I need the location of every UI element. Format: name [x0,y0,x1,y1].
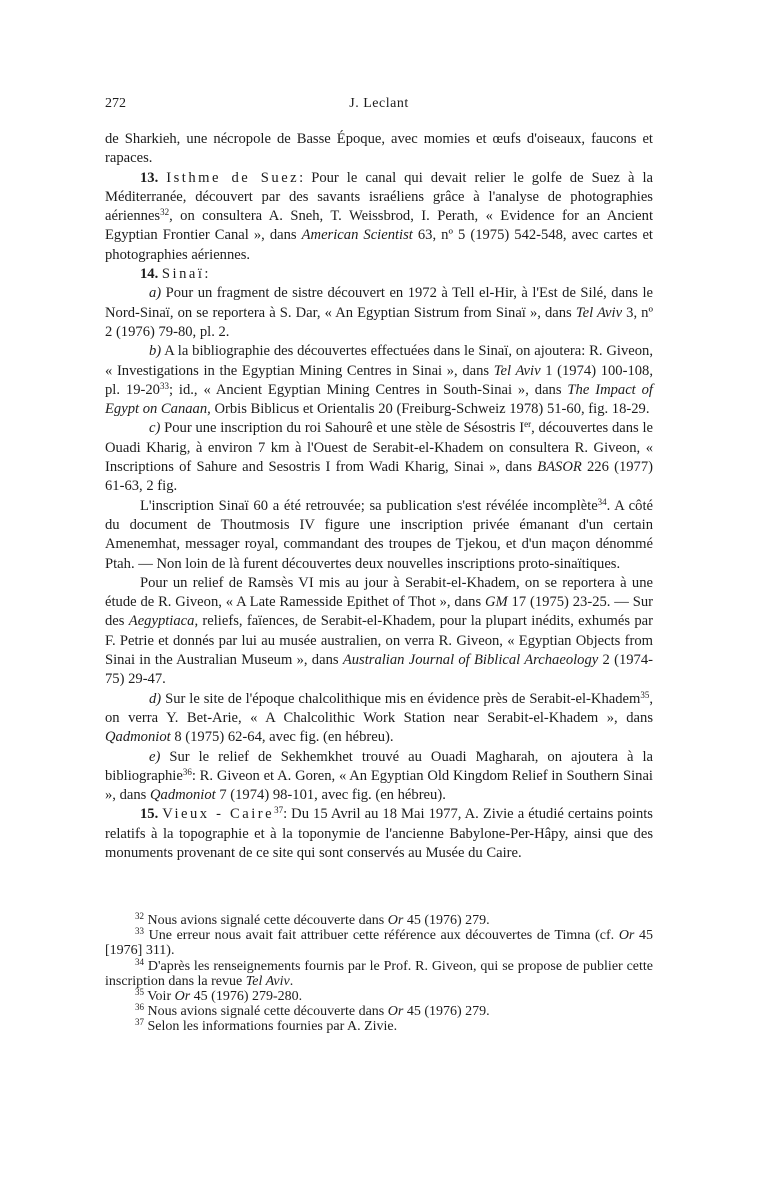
paragraph-c [105,419,653,496]
footnote-number: 37 [135,1017,144,1028]
paragraph-text: 226 (1977) 61-63, 2 fig. [105,459,653,495]
paragraph-text: Pour une inscription du roi Sahourê et une stèle de Sésostris I [160,420,525,437]
footnotes [105,913,653,1035]
paragraph-text: Pour un fragment de sistre découvert en 1972 à Tell el-Hir, à l'Est de Silé, dans le Nord-Sinaï, on se reportera à S. Dar, « An Egyptian Sistrum from Sinaï », dans [105,285,653,321]
footnote-34 [105,956,653,989]
paragraph-e [105,748,653,806]
section-text: : Du 15 Avril au 18 Mai 1977, A. Zivie a étudié certains points relatifs à la topographie et à la toponymie de l'ancienne Babylone-Per-Hâpy, ainsi que des monuments provenant de ce site qui sont conservés au Musée du Caire. [105,806,653,861]
section-15 [105,805,653,863]
footnote-32 [105,913,653,928]
footnote-33 [105,928,653,958]
footnote-number: 33 [135,926,144,937]
paragraph-sinai-60 [105,497,653,574]
footnote-text: 45 (1976) 279. [403,1004,490,1020]
book-title: The Impact of Egypt on Canaan [105,381,653,418]
item-label: b) [149,343,162,360]
paragraph-text: Sur le relief de Sekhemkhet trouvé au Ouadi Magharah, on ajoutera à la bibliographie [105,748,653,784]
footnote-text: Nous avions signalé cette découverte dans [144,913,388,928]
footnote-text: . [289,973,294,989]
paragraph-text: L'inscription Sinaï 60 a été retrouvée; sa publication s'est révélée incomplète [140,497,598,514]
paragraph-text: , reliefs, faïences, de Serabit-el-Khadem, pour la plupart inédits, exhumés par F. Petrie et donnés par lui au musée australien, on verra R. Giveon, « Egyptian Objects from Sinai in the Australian Museum », dans [105,613,653,669]
journal-title: BASOR [537,459,582,476]
running-head: J. Leclant [349,96,409,111]
footnote-ref: 35 [640,689,650,700]
section-text: : [204,266,209,283]
footnote-ref: 32 [160,207,170,218]
journal-title: Tel Aviv [575,304,623,321]
paragraph-text: 1 (1974) 100-108, pl. 19-20 [105,362,653,398]
footnote-text: Voir [144,989,175,1005]
journal-title: Qadmoniot [150,787,216,804]
footnote-37 [105,1019,653,1034]
paragraph-text: 8 (1975) 62-64, avec fig. (en hébreu). [170,729,394,746]
journal-title: GM [485,594,508,611]
section-number: 14. [140,266,159,283]
footnote-number: 34 [135,956,144,967]
section-14-heading [105,265,653,284]
footnote-36 [105,1004,653,1019]
paragraph-text: , on verra Y. Bet-Arie, « A Chalcolithic Work Station near Serabit-el-Khadem », dans [105,690,653,726]
footnote-text: 45 (1976) 279. [403,913,490,928]
page-header [105,96,653,116]
item-label: c) [149,420,161,437]
paragraph-text: : R. Giveon et A. Goren, « An Egyptian Old Kingdom Relief in Southern Sinai », dans [105,767,653,804]
footnote-number: 36 [135,1002,144,1013]
footnote-ref: 33 [159,380,169,391]
paragraph-text: 2 (1974-75) 29-47. [105,652,653,688]
paragraph-text: Sur le site de l'époque chalcolithique mis en évidence près de Serabit-el-Khadem [161,690,641,707]
paragraph-text: A la bibliographie des découvertes effectuées dans le Sinaï, on ajoutera: R. Giveon, « Investigations in the Egyptian Mining Centres in Sinai », dans [105,343,653,379]
term: Aegyptiaca [128,613,195,630]
footnote-35 [105,989,653,1004]
paragraph-text: . A côté du document de Thoutmosis IV figure une inscription privée émanant d'un certain Amenemhat, messager royal, commandant des troupes de Tjekou, et d'un maçon dénommé Ptah. — Non loin de là furent découvertes deux nouvelles inscriptions proto-sinaïtiques. [105,497,653,572]
page-number: 272 [105,96,126,111]
journal-title: Or [174,989,191,1005]
paragraph-text: 17 (1975) 23-25. — Sur des [105,594,653,630]
paragraph-text: 3, nº 2 (1976) 79-80, pl. 2. [105,304,653,340]
footnote-number: 32 [135,911,144,921]
section-title: Vieux - Caire [162,806,275,823]
footnote-ref: 37 [274,805,284,816]
item-label: d) [149,690,162,707]
journal-title: Or [387,913,404,928]
section-title: Sinaï [161,266,205,283]
footnote-text: Selon les informations fournies par A. Zivie. [144,1019,398,1035]
body-text [105,130,653,863]
footnote-text: 45 (1976) 279-280. [190,989,303,1005]
footnote-ref: 36 [182,766,192,777]
footnote-text: Nous avions signalé cette découverte dans [144,1004,388,1020]
footnote-text: Une erreur nous avait fait attribuer cette référence aux découvertes de Timna (cf. [144,928,619,944]
journal-title: Or [618,928,635,944]
section-title: Isthme de Suez [166,169,300,186]
footnote-number: 35 [135,987,144,998]
journal-title: Tel Aviv [245,973,290,989]
paragraph-ramses [105,574,653,690]
paragraph-continuation: de Sharkieh, une nécropole de Basse Époque, avec momies et œufs d'oiseaux, faucons et rapaces. [105,131,653,167]
item-label: a) [149,285,162,302]
journal-title: Australian Journal of Biblical Archaeology [342,652,599,669]
paragraph-text: ; id., « Ancient Egyptian Mining Centres in South-Sinai », dans [168,381,568,398]
journal-title: Tel Aviv [493,362,541,379]
journal-title: Qadmoniot [105,729,171,746]
section-text: , on consultera A. Sneh, T. Weissbrod, I. Perath, « Evidence for an Ancient Egyptian Frontier Canal », dans [105,208,653,244]
journal-title: Or [387,1004,404,1020]
item-label: e) [149,748,161,765]
paragraph-d [105,690,653,748]
section-text: 63, nº 5 (1975) 542-548, avec cartes et photographies aériennes. [105,227,653,263]
paragraph-b [105,342,653,419]
journal-title: American Scientist [301,227,413,244]
paragraph-text: , Orbis Biblicus et Orientalis 20 (Freiburg-Schweiz 1978) 51-60, fig. 18-29. [207,401,650,418]
footnote-ref: 34 [597,496,607,507]
section-number: 15. [140,806,159,823]
footnote-text: 45 [1976] 311). [105,928,653,959]
section-number: 13. [140,169,159,186]
footnote-text: D'après les renseignements fournis par le Prof. R. Giveon, qui se propose de publier cette inscription dans la revue [105,958,653,989]
paragraph-text: , découvertes dans le Ouadi Kharig, à environ 7 km à l'Ouest de Serabit-el-Khadem on consultera R. Giveon, « Inscriptions of Sahure and Sesostris I from Wadi Kharig, Sinai », dans [105,420,653,476]
paragraph-text: 7 (1974) 98-101, avec fig. (en hébreu). [215,787,446,804]
paragraph-text: Pour un relief de Ramsès VI mis au jour à Serabit-el-Khadem, on se reportera à une étude de R. Giveon, « A Late Ramesside Epithet of Thot », dans [105,574,653,611]
section-13 [105,169,653,265]
paragraph-a [105,284,653,342]
ordinal-superscript: er [524,419,532,430]
section-text: : Pour le canal qui devait relier le golfe de Suez à la Méditerranée, découvert par des savants israéliens grâce à l'analyse de photographies aériennes [105,169,653,225]
